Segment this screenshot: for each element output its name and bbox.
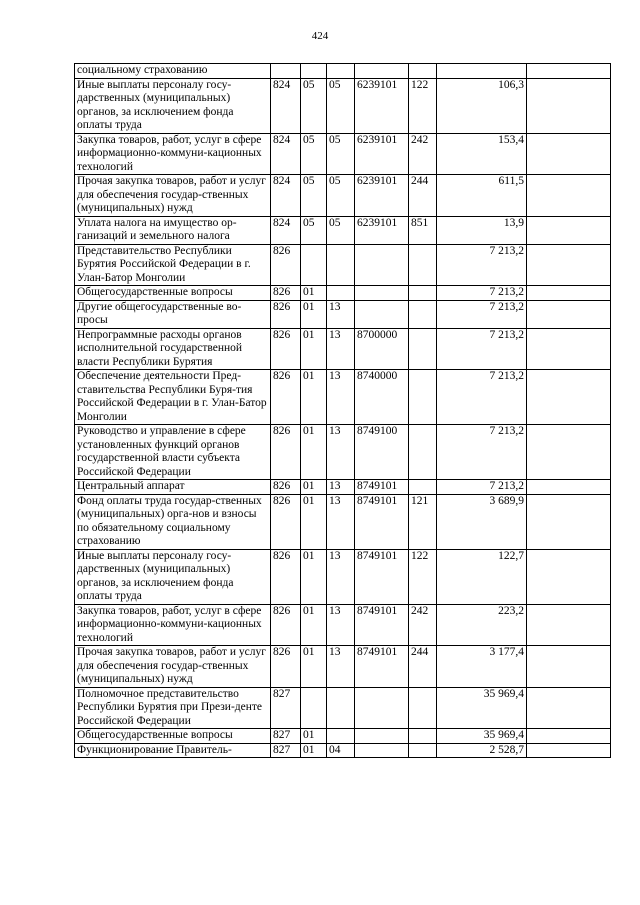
amount-cell: 122,7 [437, 549, 527, 604]
item-name-cell: Иные выплаты персоналу госу-дарственных (муниципальных) органов, за исключением фонда оплаты труда [75, 78, 271, 133]
table-row [75, 480, 611, 495]
subsection-code-cell [327, 244, 355, 286]
extra-cell [527, 370, 611, 425]
expense-type-code-cell [409, 425, 437, 480]
expense-type-code-cell: 851 [409, 216, 437, 244]
department-code-cell: 826 [271, 480, 301, 495]
target-article-code-cell: 8749101 [355, 646, 409, 688]
extra-cell [527, 175, 611, 217]
department-code-cell: 824 [271, 133, 301, 175]
target-article-code-cell [355, 244, 409, 286]
item-name-cell: Общегосударственные вопросы [75, 286, 271, 301]
expense-type-code-cell [409, 328, 437, 370]
amount-cell: 2 528,7 [437, 743, 527, 758]
target-article-code-cell: 6239101 [355, 78, 409, 133]
item-name-cell: Представительство Республики Бурятия Российской Федерации в г. Улан-Батор Монголии [75, 244, 271, 286]
item-name-cell: Иные выплаты персоналу госу-дарственных (муниципальных) органов, за исключением фонда оплаты труда [75, 549, 271, 604]
subsection-code-cell: 13 [327, 328, 355, 370]
amount-cell: 7 213,2 [437, 286, 527, 301]
amount-cell: 7 213,2 [437, 244, 527, 286]
table-row [75, 286, 611, 301]
target-article-code-cell [355, 687, 409, 729]
budget-table [74, 63, 611, 758]
section-code-cell: 01 [301, 300, 327, 328]
section-code-cell: 01 [301, 646, 327, 688]
department-code-cell: 826 [271, 300, 301, 328]
extra-cell [527, 425, 611, 480]
subsection-code-cell: 13 [327, 300, 355, 328]
subsection-code-cell [327, 729, 355, 744]
amount-cell [437, 64, 527, 79]
table-row [75, 175, 611, 217]
amount-cell: 611,5 [437, 175, 527, 217]
item-name-cell: социальному страхованию [75, 64, 271, 79]
amount-cell: 153,4 [437, 133, 527, 175]
expense-type-code-cell [409, 64, 437, 79]
section-code-cell: 01 [301, 549, 327, 604]
expense-type-code-cell: 121 [409, 494, 437, 549]
extra-cell [527, 133, 611, 175]
extra-cell [527, 743, 611, 758]
expense-type-code-cell: 242 [409, 604, 437, 646]
table-row [75, 328, 611, 370]
table-body [75, 64, 611, 758]
amount-cell: 223,2 [437, 604, 527, 646]
amount-cell: 7 213,2 [437, 425, 527, 480]
target-article-code-cell: 8749101 [355, 494, 409, 549]
item-name-cell: Другие общегосударственные во-просы [75, 300, 271, 328]
extra-cell [527, 687, 611, 729]
department-code-cell: 824 [271, 216, 301, 244]
section-code-cell: 01 [301, 604, 327, 646]
section-code-cell: 05 [301, 78, 327, 133]
item-name-cell: Полномочное представительство Республики Бурятия при Прези-денте Российской Федерации [75, 687, 271, 729]
department-code-cell: 826 [271, 244, 301, 286]
department-code-cell: 826 [271, 328, 301, 370]
table-row [75, 64, 611, 79]
target-article-code-cell: 8740000 [355, 370, 409, 425]
expense-type-code-cell: 244 [409, 646, 437, 688]
expense-type-code-cell [409, 743, 437, 758]
section-code-cell: 01 [301, 743, 327, 758]
table-row [75, 729, 611, 744]
section-code-cell [301, 244, 327, 286]
target-article-code-cell: 6239101 [355, 216, 409, 244]
table-row [75, 646, 611, 688]
section-code-cell [301, 64, 327, 79]
table-row [75, 216, 611, 244]
expense-type-code-cell [409, 687, 437, 729]
subsection-code-cell: 13 [327, 425, 355, 480]
department-code-cell: 826 [271, 549, 301, 604]
item-name-cell: Центральный аппарат [75, 480, 271, 495]
target-article-code-cell [355, 729, 409, 744]
expense-type-code-cell: 122 [409, 78, 437, 133]
item-name-cell: Функционирование Правитель- [75, 743, 271, 758]
table-row [75, 300, 611, 328]
amount-cell: 7 213,2 [437, 300, 527, 328]
section-code-cell: 05 [301, 175, 327, 217]
subsection-code-cell: 05 [327, 78, 355, 133]
department-code-cell: 824 [271, 78, 301, 133]
extra-cell [527, 549, 611, 604]
department-code-cell: 826 [271, 425, 301, 480]
amount-cell: 3 177,4 [437, 646, 527, 688]
expense-type-code-cell [409, 480, 437, 495]
item-name-cell: Прочая закупка товаров, работ и услуг для обеспечения государ-ственных (муниципальных) нужд [75, 646, 271, 688]
extra-cell [527, 244, 611, 286]
department-code-cell: 826 [271, 286, 301, 301]
target-article-code-cell: 8749101 [355, 549, 409, 604]
item-name-cell: Фонд оплаты труда государ-ственных (муниципальных) орга-нов и взносы по обязательному социальному страхованию [75, 494, 271, 549]
subsection-code-cell [327, 687, 355, 729]
target-article-code-cell: 8749101 [355, 480, 409, 495]
section-code-cell [301, 687, 327, 729]
extra-cell [527, 216, 611, 244]
subsection-code-cell: 05 [327, 175, 355, 217]
target-article-code-cell: 6239101 [355, 175, 409, 217]
table-row [75, 743, 611, 758]
expense-type-code-cell: 244 [409, 175, 437, 217]
item-name-cell: Закупка товаров, работ, услуг в сфере информационно-коммуни-кационных технологий [75, 133, 271, 175]
table-row [75, 133, 611, 175]
target-article-code-cell: 8749100 [355, 425, 409, 480]
subsection-code-cell: 13 [327, 549, 355, 604]
department-code-cell: 827 [271, 687, 301, 729]
expense-type-code-cell [409, 244, 437, 286]
subsection-code-cell [327, 64, 355, 79]
extra-cell [527, 729, 611, 744]
department-code-cell: 826 [271, 604, 301, 646]
extra-cell [527, 604, 611, 646]
target-article-code-cell: 6239101 [355, 133, 409, 175]
subsection-code-cell: 13 [327, 370, 355, 425]
amount-cell: 7 213,2 [437, 328, 527, 370]
table-row [75, 494, 611, 549]
amount-cell: 35 969,4 [437, 687, 527, 729]
extra-cell [527, 300, 611, 328]
item-name-cell: Общегосударственные вопросы [75, 729, 271, 744]
table-row [75, 549, 611, 604]
department-code-cell: 826 [271, 494, 301, 549]
section-code-cell: 05 [301, 216, 327, 244]
amount-cell: 3 689,9 [437, 494, 527, 549]
item-name-cell: Закупка товаров, работ, услуг в сфере информационно-коммуни-кационных технологий [75, 604, 271, 646]
department-code-cell: 826 [271, 646, 301, 688]
extra-cell [527, 494, 611, 549]
extra-cell [527, 78, 611, 133]
section-code-cell: 01 [301, 286, 327, 301]
amount-cell: 106,3 [437, 78, 527, 133]
table-row [75, 604, 611, 646]
amount-cell: 35 969,4 [437, 729, 527, 744]
section-code-cell: 01 [301, 729, 327, 744]
amount-cell: 7 213,2 [437, 480, 527, 495]
expense-type-code-cell: 122 [409, 549, 437, 604]
extra-cell [527, 328, 611, 370]
expense-type-code-cell: 242 [409, 133, 437, 175]
department-code-cell: 826 [271, 370, 301, 425]
extra-cell [527, 64, 611, 79]
subsection-code-cell: 13 [327, 480, 355, 495]
subsection-code-cell [327, 286, 355, 301]
department-code-cell: 827 [271, 729, 301, 744]
subsection-code-cell: 05 [327, 133, 355, 175]
item-name-cell: Уплата налога на имущество ор-ганизаций и земельного налога [75, 216, 271, 244]
item-name-cell: Прочая закупка товаров, работ и услуг для обеспечения государ-ственных (муниципальных) нужд [75, 175, 271, 217]
table-row [75, 370, 611, 425]
expense-type-code-cell [409, 300, 437, 328]
table-row [75, 78, 611, 133]
target-article-code-cell [355, 64, 409, 79]
subsection-code-cell: 05 [327, 216, 355, 244]
page-number: 424 [311, 30, 329, 42]
item-name-cell: Обеспечение деятельности Пред-ставительства Республики Буря-тия Российской Федерации в г. Улан-Батор Монголии [75, 370, 271, 425]
extra-cell [527, 646, 611, 688]
extra-cell [527, 480, 611, 495]
department-code-cell: 827 [271, 743, 301, 758]
expense-type-code-cell [409, 370, 437, 425]
target-article-code-cell: 8749101 [355, 604, 409, 646]
target-article-code-cell [355, 300, 409, 328]
section-code-cell: 01 [301, 480, 327, 495]
section-code-cell: 01 [301, 328, 327, 370]
extra-cell [527, 286, 611, 301]
table-row [75, 687, 611, 729]
subsection-code-cell: 13 [327, 604, 355, 646]
target-article-code-cell [355, 286, 409, 301]
amount-cell: 7 213,2 [437, 370, 527, 425]
section-code-cell: 01 [301, 425, 327, 480]
subsection-code-cell: 13 [327, 494, 355, 549]
item-name-cell: Руководство и управление в сфере установленных функций органов государственной власти субъекта Российской Федерации [75, 425, 271, 480]
subsection-code-cell: 04 [327, 743, 355, 758]
department-code-cell [271, 64, 301, 79]
expense-type-code-cell [409, 286, 437, 301]
table-row [75, 425, 611, 480]
section-code-cell: 01 [301, 494, 327, 549]
subsection-code-cell: 13 [327, 646, 355, 688]
item-name-cell: Непрограммные расходы органов исполнительной государственной власти Республики Бурятия [75, 328, 271, 370]
section-code-cell: 01 [301, 370, 327, 425]
table-row [75, 244, 611, 286]
section-code-cell: 05 [301, 133, 327, 175]
expense-type-code-cell [409, 729, 437, 744]
target-article-code-cell: 8700000 [355, 328, 409, 370]
target-article-code-cell [355, 743, 409, 758]
amount-cell: 13,9 [437, 216, 527, 244]
department-code-cell: 824 [271, 175, 301, 217]
